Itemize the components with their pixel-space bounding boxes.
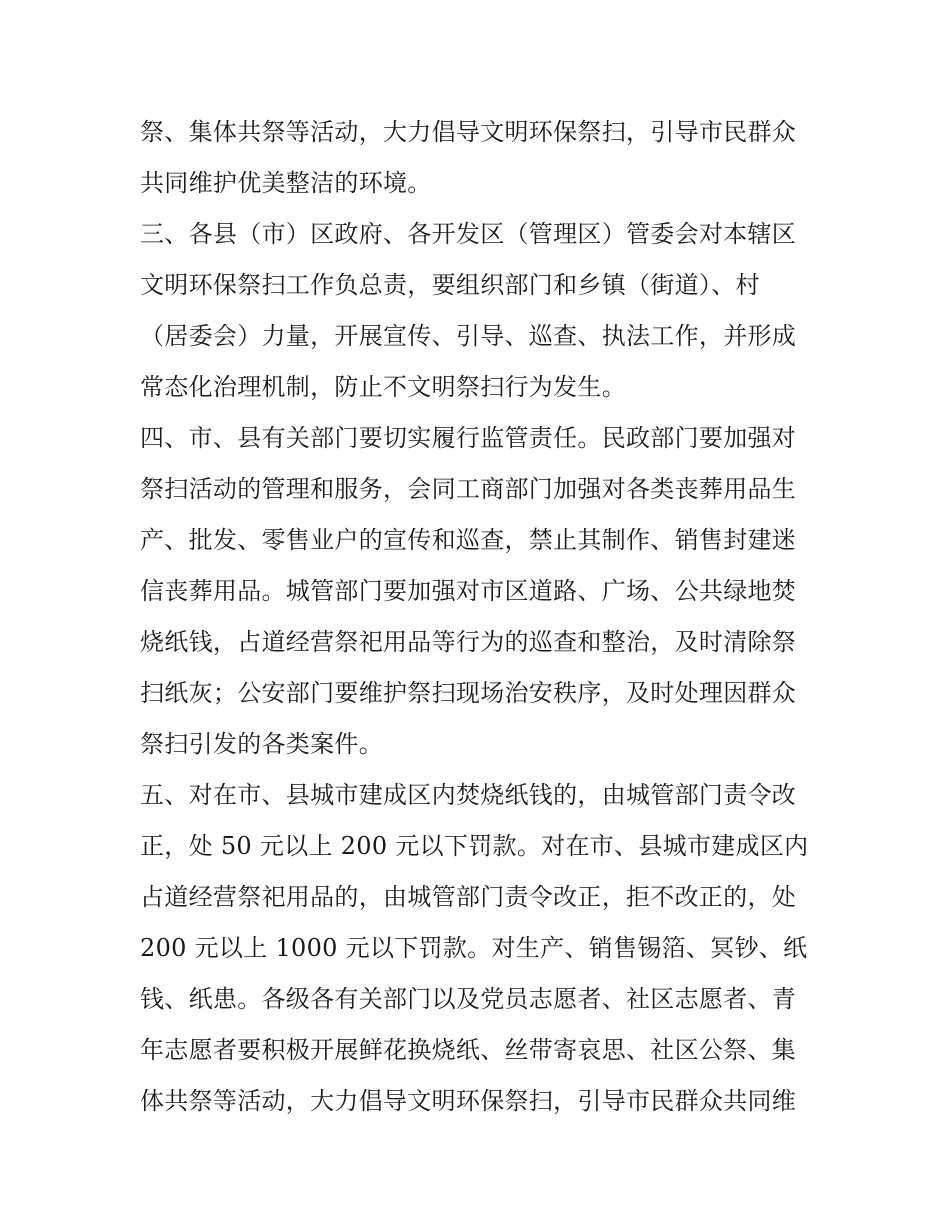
- text-line: 共同维护优美整洁的环境。: [140, 169, 432, 197]
- text-line: 钱、纸患。各级各有关部门以及党员志愿者、社区志愿者、青: [140, 985, 797, 1013]
- text-line: 年志愿者要积极开展鲜花换烧纸、丝带寄哀思、社区公祭、集: [140, 1036, 797, 1064]
- text-line: 产、批发、零售业户的宣传和巡查，禁止其制作、销售封建迷: [140, 526, 797, 554]
- text-line: 体共祭等活动，大力倡导文明环保祭扫，引导市民群众共同维: [140, 1087, 797, 1115]
- text-line: 信丧葬用品。城管部门要加强对市区道路、广场、公共绿地焚: [140, 577, 797, 605]
- body-text: [140, 107, 820, 1127]
- text-line: 文明环保祭扫工作负总责，要组织部门和乡镇（街道）、村: [140, 271, 760, 299]
- text-line: 祭、集体共祭等活动，大力倡导文明环保祭扫，引导市民群众: [140, 118, 797, 146]
- text-line: （居委会）力量，开展宣传、引导、巡查、执法工作，并形成: [140, 322, 797, 350]
- text-line: 五、对在市、县城市建成区内焚烧纸钱的，由城管部门责令改: [140, 781, 797, 809]
- text-line: 祭扫活动的管理和服务，会同工商部门加强对各类丧葬用品生: [140, 475, 797, 503]
- text-line: 占道经营祭祀用品的，由城管部门责令改正，拒不改正的，处: [140, 883, 797, 911]
- text-line: 扫纸灰；公安部门要维护祭扫现场治安秩序，及时处理因群众: [140, 679, 797, 707]
- text-line: 三、各县（市）区政府、各开发区（管理区）管委会对本辖区: [140, 220, 797, 248]
- text-line: 烧纸钱，占道经营祭祀用品等行为的巡查和整治，及时清除祭: [140, 628, 797, 656]
- text-line: 祭扫引发的各类案件。: [140, 730, 383, 758]
- text-line: 200 元以上 1000 元以下罚款。对生产、销售锡箔、冥钞、纸: [140, 934, 808, 962]
- text-line: 正，处 50 元以上 200 元以下罚款。对在市、县城市建成区内: [140, 832, 809, 860]
- text-line: 四、市、县有关部门要切实履行监管责任。民政部门要加强对: [140, 424, 797, 452]
- text-line: 常态化治理机制，防止不文明祭扫行为发生。: [140, 373, 626, 401]
